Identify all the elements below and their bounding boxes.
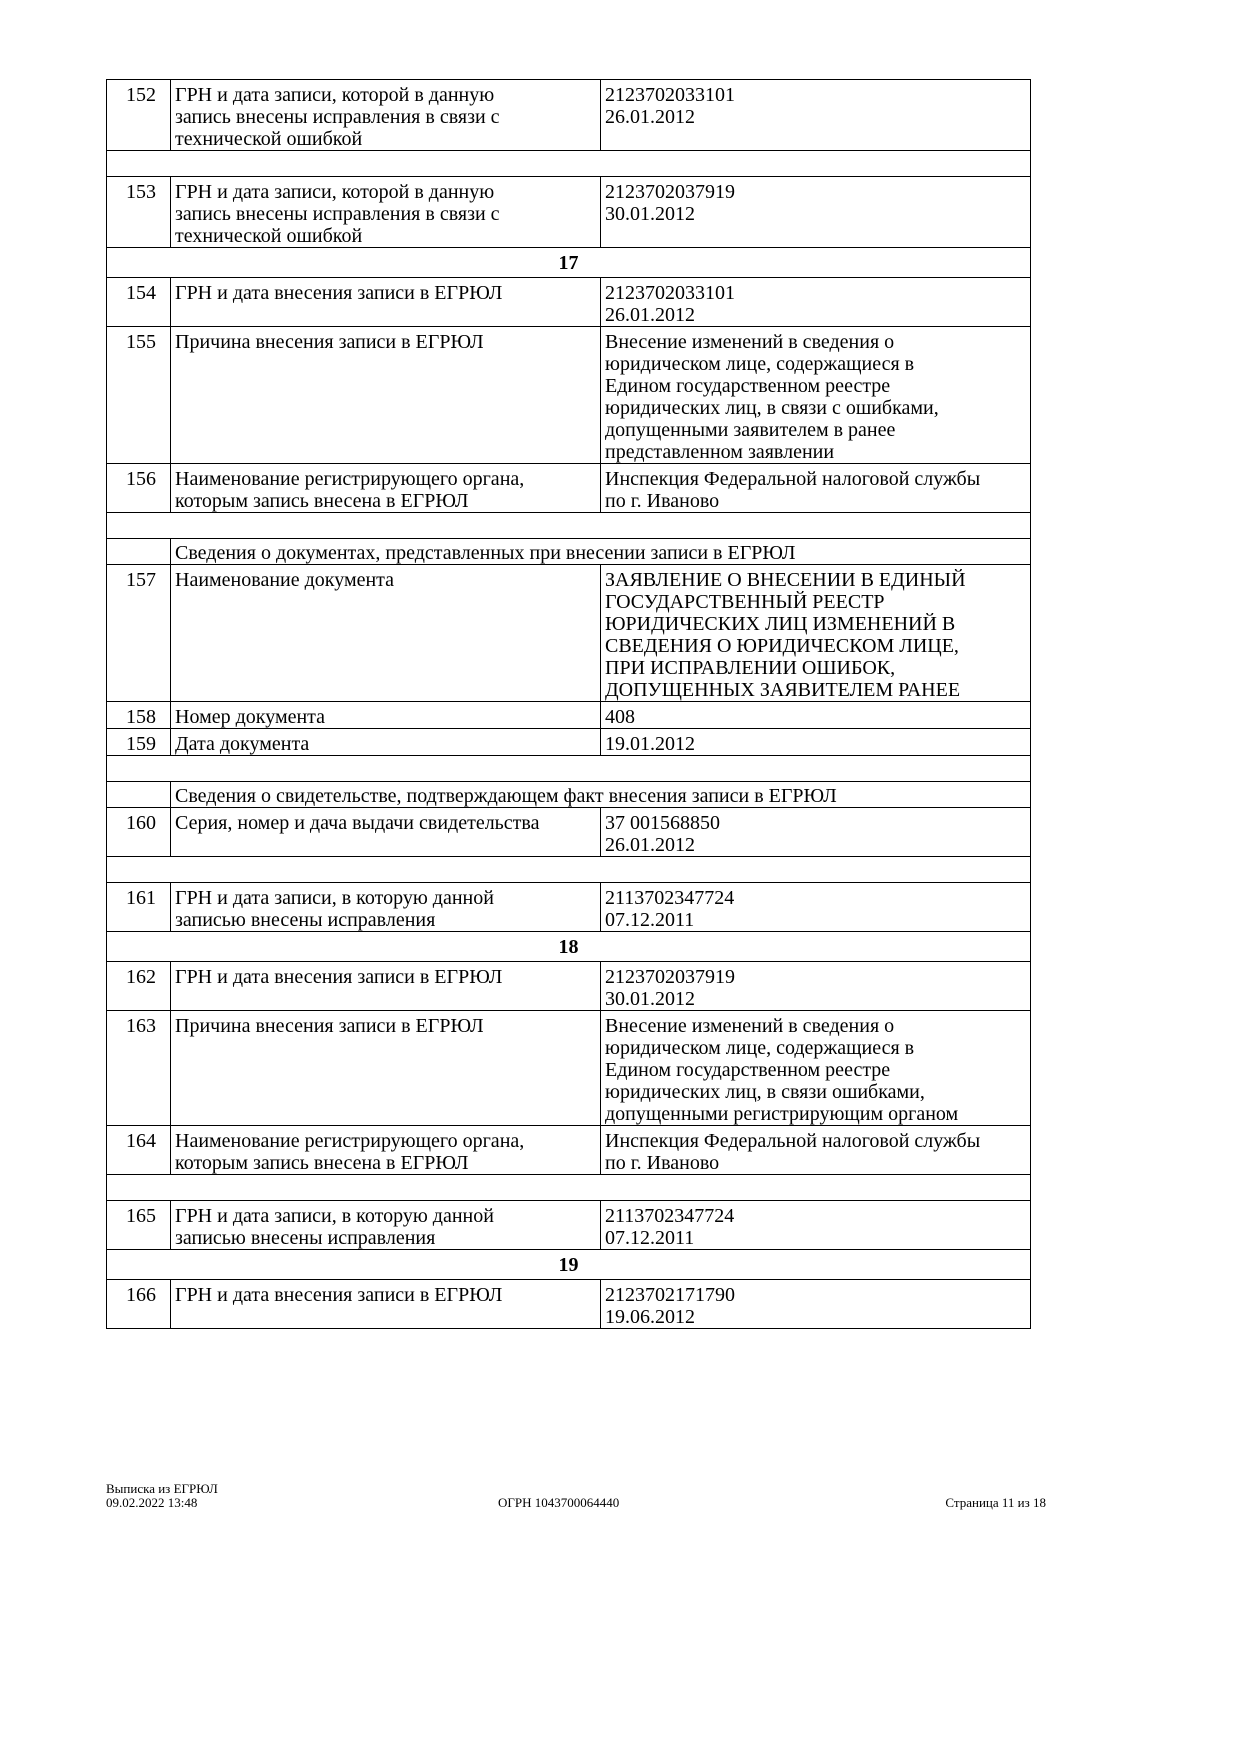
field-name-line: запись внесены исправления в связи с (175, 203, 500, 225)
field-value (601, 808, 1031, 857)
field-value (601, 278, 1031, 327)
field-value-line: 408 (605, 706, 635, 728)
row-number: 163 (107, 1011, 171, 1126)
field-value (601, 1011, 1031, 1126)
subsection-heading-row (107, 782, 1031, 808)
row-number: 160 (107, 808, 171, 857)
field-name-line: Номер документа (175, 706, 326, 728)
field-value-line: ГОСУДАРСТВЕННЫЙ РЕЕСТР (605, 591, 885, 613)
field-name (171, 1011, 601, 1126)
table-row (107, 278, 1031, 327)
field-value-line: ЗАЯВЛЕНИЕ О ВНЕСЕНИИ В ЕДИНЫЙ (605, 569, 966, 591)
egrul-records-table (106, 79, 1031, 1329)
spacer-row (107, 1175, 1031, 1201)
field-value-line: юридическом лице, содержащиеся в (605, 353, 915, 375)
table-row (107, 729, 1031, 756)
spacer-row (107, 756, 1031, 782)
field-value-line: 30.01.2012 (605, 203, 695, 225)
field-value-line: Инспекция Федеральной налоговой службы (605, 468, 981, 490)
row-number: 153 (107, 177, 171, 248)
field-name (171, 464, 601, 513)
spacer-cell (107, 513, 1031, 539)
field-name-line: Наименование регистрирующего органа, (175, 468, 525, 490)
row-number: 156 (107, 464, 171, 513)
field-name (171, 962, 601, 1011)
table-row (107, 1280, 1031, 1329)
field-value (601, 702, 1031, 729)
field-name (171, 565, 601, 702)
spacer-row (107, 857, 1031, 883)
row-number: 158 (107, 702, 171, 729)
field-value-line: 2123702037919 (605, 966, 735, 988)
field-name (171, 883, 601, 932)
field-value-line: допущенными регистрирующим органом (605, 1103, 959, 1125)
table-row (107, 808, 1031, 857)
field-value-line: 2123702037919 (605, 181, 735, 203)
field-name (171, 80, 601, 151)
row-number: 157 (107, 565, 171, 702)
field-name-line: которым запись внесена в ЕГРЮЛ (175, 490, 469, 512)
field-name-line: технической ошибкой (175, 128, 363, 150)
field-value-line: ПРИ ИСПРАВЛЕНИИ ОШИБОК, (605, 657, 896, 679)
field-name (171, 702, 601, 729)
field-value-line: Инспекция Федеральной налоговой службы (605, 1130, 981, 1152)
field-name-line: ГРН и дата внесения записи в ЕГРЮЛ (175, 966, 503, 988)
row-number: 165 (107, 1201, 171, 1250)
spacer-cell (107, 1175, 1031, 1201)
field-name-line: запись внесены исправления в связи с (175, 106, 500, 128)
field-value-line: 2113702347724 (605, 1205, 735, 1227)
footer-document-title: Выписка из ЕГРЮЛ (106, 1481, 218, 1496)
section-number: 18 (107, 932, 1031, 962)
field-value-line: ДОПУЩЕННЫХ ЗАЯВИТЕЛЕМ РАНЕЕ (605, 679, 961, 701)
field-name-line: Причина внесения записи в ЕГРЮЛ (175, 1015, 484, 1037)
field-name-line: технической ошибкой (175, 225, 363, 247)
field-name-line: которым запись внесена в ЕГРЮЛ (175, 1152, 469, 1174)
field-value-line: по г. Иваново (605, 490, 720, 512)
row-number: 161 (107, 883, 171, 932)
field-name-line: ГРН и дата записи, в которую данной (175, 887, 494, 909)
row-number: 154 (107, 278, 171, 327)
spacer-row (107, 513, 1031, 539)
field-name (171, 1201, 601, 1250)
subsection-heading: Сведения о свидетельстве, подтверждающем факт внесения записи в ЕГРЮЛ (171, 782, 1031, 808)
field-value-line: 30.01.2012 (605, 988, 695, 1010)
egrul-extract-table-container (106, 79, 1030, 1329)
row-number: 162 (107, 962, 171, 1011)
spacer-row (107, 151, 1031, 177)
heading-empty-cell (107, 782, 171, 808)
field-value (601, 1126, 1031, 1175)
field-value-line: 2113702347724 (605, 887, 735, 909)
field-value-line: 26.01.2012 (605, 834, 695, 856)
field-value-line: Едином государственном реестре (605, 375, 891, 397)
field-value-line: 2123702171790 (605, 1284, 735, 1306)
spacer-cell (107, 756, 1031, 782)
field-name-line: Причина внесения записи в ЕГРЮЛ (175, 331, 484, 353)
field-name-line: ГРН и дата записи, которой в данную (175, 84, 495, 106)
table-row (107, 565, 1031, 702)
field-value-line: представленном заявлении (605, 441, 835, 463)
footer-datetime: 09.02.2022 13:48 (106, 1495, 198, 1510)
table-row (107, 1011, 1031, 1126)
table-row (107, 1126, 1031, 1175)
footer-ogrn: ОГРН 1043700064440 (498, 1495, 620, 1510)
field-name (171, 729, 601, 756)
field-value-line: 26.01.2012 (605, 106, 695, 128)
records-table-body (107, 80, 1031, 1329)
section-number: 17 (107, 248, 1031, 278)
field-value (601, 883, 1031, 932)
field-name (171, 327, 601, 464)
spacer-cell (107, 857, 1031, 883)
subsection-heading: Сведения о документах, представленных при внесении записи в ЕГРЮЛ (171, 539, 1031, 565)
section-number-row (107, 932, 1031, 962)
field-value-line: 37 001568850 (605, 812, 720, 834)
field-name (171, 1280, 601, 1329)
row-number: 152 (107, 80, 171, 151)
field-name-line: записью внесены исправления (175, 1227, 436, 1249)
footer-page-number: Страница 11 из 18 (945, 1495, 1046, 1510)
field-value (601, 1280, 1031, 1329)
field-name (171, 177, 601, 248)
field-value-line: Едином государственном реестре (605, 1059, 891, 1081)
field-value (601, 464, 1031, 513)
table-row (107, 702, 1031, 729)
field-name-line: Дата документа (175, 733, 310, 755)
field-name (171, 1126, 601, 1175)
field-value-line: 2123702033101 (605, 84, 735, 106)
field-name-line: ГРН и дата записи, в которую данной (175, 1205, 494, 1227)
field-name-line: Наименование документа (175, 569, 395, 591)
section-number-row (107, 248, 1031, 278)
section-number-row (107, 1250, 1031, 1280)
field-name-line: ГРН и дата внесения записи в ЕГРЮЛ (175, 1284, 503, 1306)
table-row (107, 883, 1031, 932)
field-value (601, 327, 1031, 464)
row-number: 159 (107, 729, 171, 756)
field-value (601, 565, 1031, 702)
table-row (107, 327, 1031, 464)
field-value-line: Внесение изменений в сведения о (605, 331, 895, 353)
spacer-cell (107, 151, 1031, 177)
row-number: 166 (107, 1280, 171, 1329)
field-name (171, 278, 601, 327)
heading-empty-cell (107, 539, 171, 565)
field-name-line: Наименование регистрирующего органа, (175, 1130, 525, 1152)
row-number: 155 (107, 327, 171, 464)
row-number: 164 (107, 1126, 171, 1175)
subsection-heading-row (107, 539, 1031, 565)
field-value (601, 177, 1031, 248)
field-name-line: ГРН и дата внесения записи в ЕГРЮЛ (175, 282, 503, 304)
field-value-line: 2123702033101 (605, 282, 735, 304)
field-name-line: записью внесены исправления (175, 909, 436, 931)
field-value-line: 07.12.2011 (605, 1227, 695, 1249)
table-row (107, 177, 1031, 248)
field-name (171, 808, 601, 857)
field-value-line: 26.01.2012 (605, 304, 695, 326)
field-value-line: по г. Иваново (605, 1152, 720, 1174)
field-value-line: допущенными заявителем в ранее (605, 419, 896, 441)
table-row (107, 464, 1031, 513)
field-value-line: ЮРИДИЧЕСКИХ ЛИЦ ИЗМЕНЕНИЙ В (605, 613, 956, 635)
field-value (601, 80, 1031, 151)
table-row (107, 962, 1031, 1011)
field-name-line: Серия, номер и дача выдачи свидетельства (175, 812, 540, 834)
table-row (107, 1201, 1031, 1250)
field-value-line: юридических лиц, в связи ошибками, (605, 1081, 925, 1103)
field-value-line: 07.12.2011 (605, 909, 695, 931)
footer-document-info (106, 1482, 218, 1510)
field-value (601, 962, 1031, 1011)
field-value-line: 19.06.2012 (605, 1306, 695, 1328)
field-value (601, 729, 1031, 756)
field-value-line: юридических лиц, в связи с ошибками, (605, 397, 939, 419)
field-value-line: Внесение изменений в сведения о (605, 1015, 895, 1037)
section-number: 19 (107, 1250, 1031, 1280)
field-name-line: ГРН и дата записи, которой в данную (175, 181, 495, 203)
table-row (107, 80, 1031, 151)
field-value-line: юридическом лице, содержащиеся в (605, 1037, 915, 1059)
field-value (601, 1201, 1031, 1250)
field-value-line: СВЕДЕНИЯ О ЮРИДИЧЕСКОМ ЛИЦЕ, (605, 635, 959, 657)
field-value-line: 19.01.2012 (605, 733, 695, 755)
